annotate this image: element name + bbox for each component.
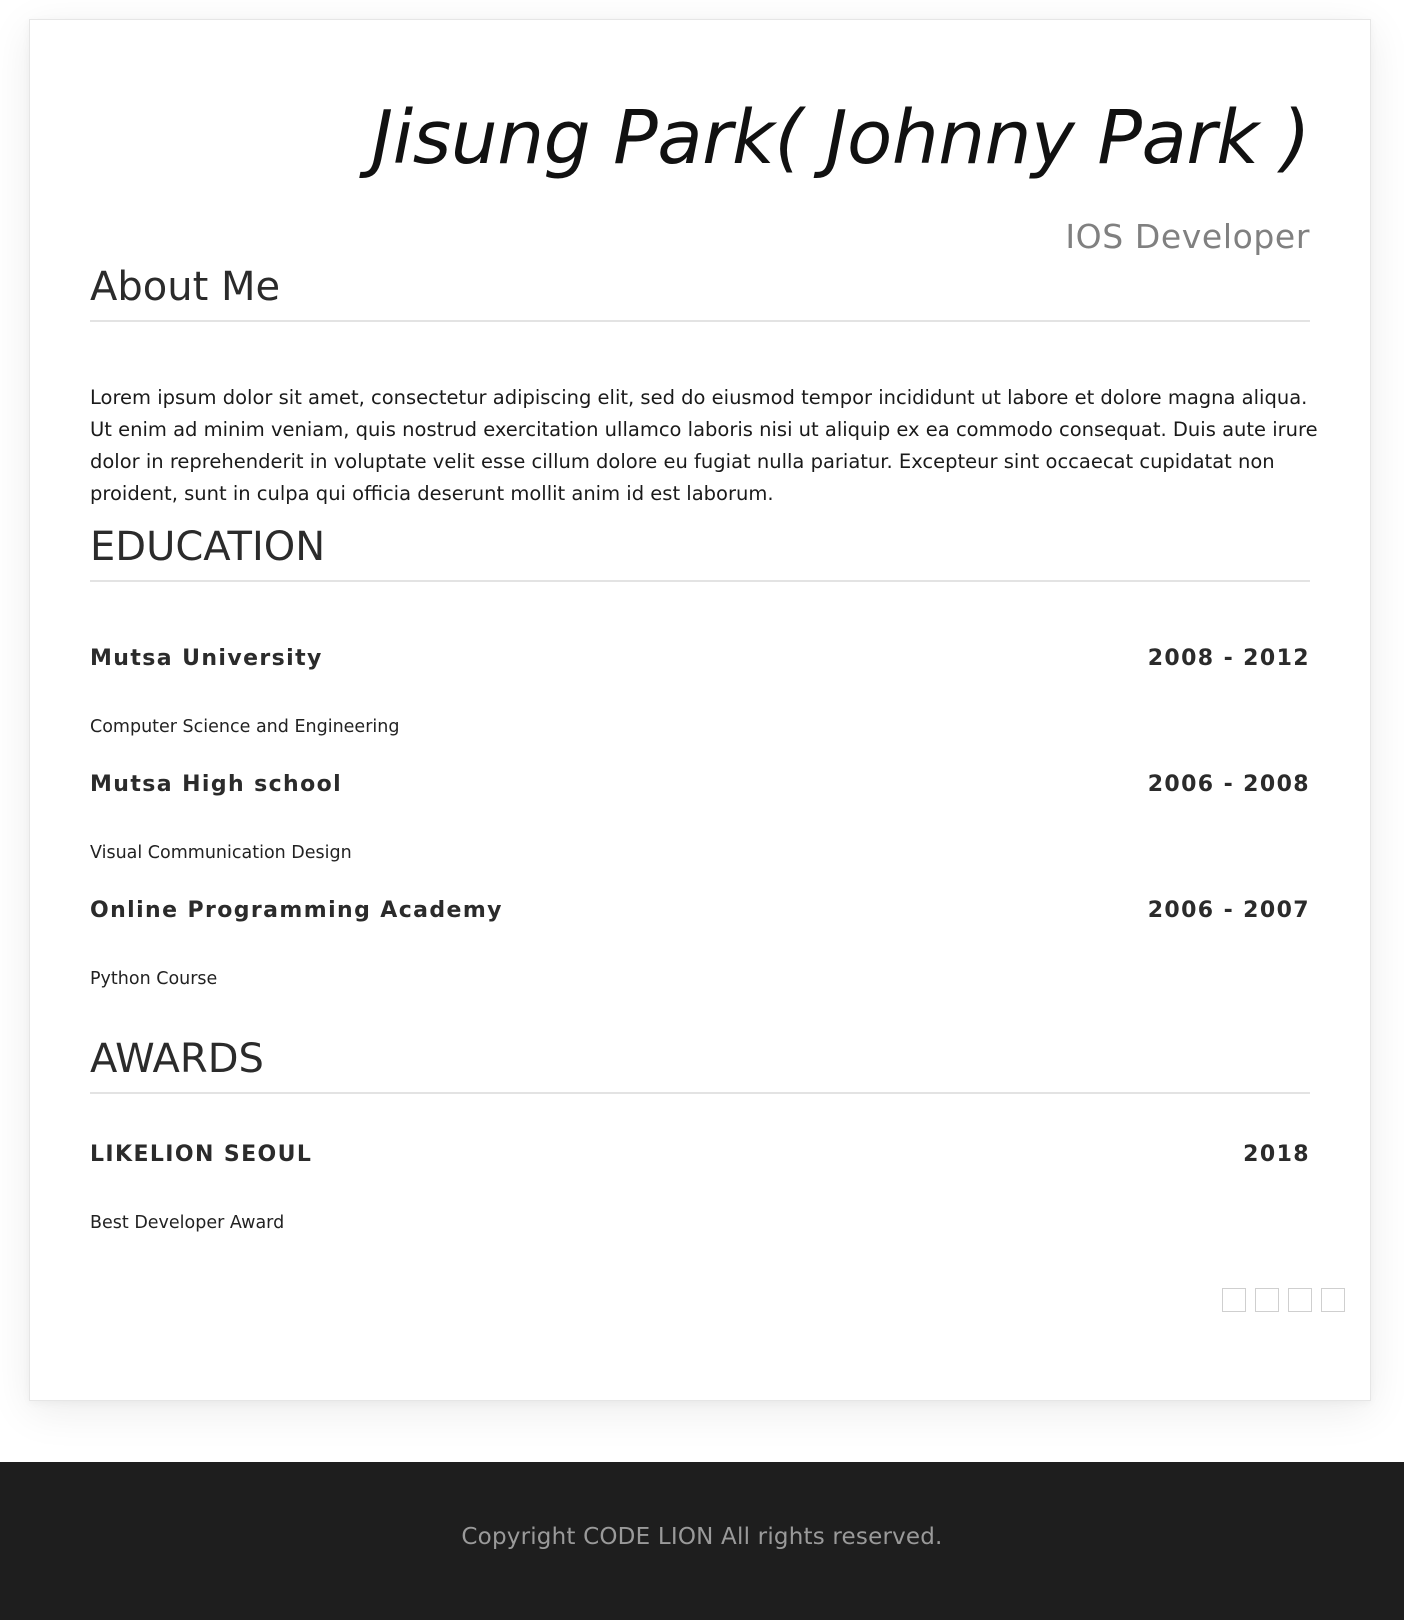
education-detail: Computer Science and Engineering (90, 717, 400, 737)
social-link-4-icon[interactable] (1321, 1288, 1345, 1312)
social-link-1-icon[interactable] (1222, 1288, 1246, 1312)
awards-heading: AWARDS (90, 1036, 1310, 1094)
education-item-university (90, 646, 1310, 676)
award-title: LIKELION SEOUL (90, 1142, 313, 1167)
job-title: IOS Developer (1065, 217, 1310, 256)
footer (0, 1462, 1404, 1620)
education-title: Mutsa University (90, 646, 323, 671)
education-heading: EDUCATION (90, 524, 1310, 582)
education-detail: Python Course (90, 969, 218, 989)
resume-card (29, 19, 1371, 1401)
award-item (90, 1142, 1310, 1172)
person-name: Jisung Park( Johnny Park ) (371, 95, 1310, 181)
education-detail: Visual Communication Design (90, 843, 352, 863)
about-heading: About Me (90, 264, 1310, 322)
footer-copyright: Copyright CODE LION All rights reserved. (461, 1524, 943, 1550)
award-date: 2018 (1243, 1142, 1310, 1167)
education-date: 2006 - 2007 (1147, 898, 1310, 923)
social-links (1222, 1288, 1345, 1312)
education-title: Online Programming Academy (90, 898, 503, 923)
education-item-academy (90, 898, 1310, 928)
award-detail: Best Developer Award (90, 1213, 285, 1233)
education-title: Mutsa High school (90, 772, 343, 797)
about-text: Lorem ipsum dolor sit amet, consectetur adipiscing elit, sed do eiusmod tempor incididunt ut labore et dolore magna aliqua. Ut enim ad minim veniam, quis nostrud exercitation ullamco laboris nisi ut aliquip ex ea commodo consequat. Duis aute irure dolor in reprehenderit in voluptate velit esse cillum dolore eu fugiat nulla pariatur. Excepteur sint occaecat cupidatat non proident, sunt in culpa qui officia deserunt mollit anim id est laborum. (90, 386, 1318, 505)
social-link-2-icon[interactable] (1255, 1288, 1279, 1312)
education-date: 2008 - 2012 (1147, 646, 1310, 671)
social-link-3-icon[interactable] (1288, 1288, 1312, 1312)
education-date: 2006 - 2008 (1147, 772, 1310, 797)
education-item-high-school (90, 772, 1310, 802)
